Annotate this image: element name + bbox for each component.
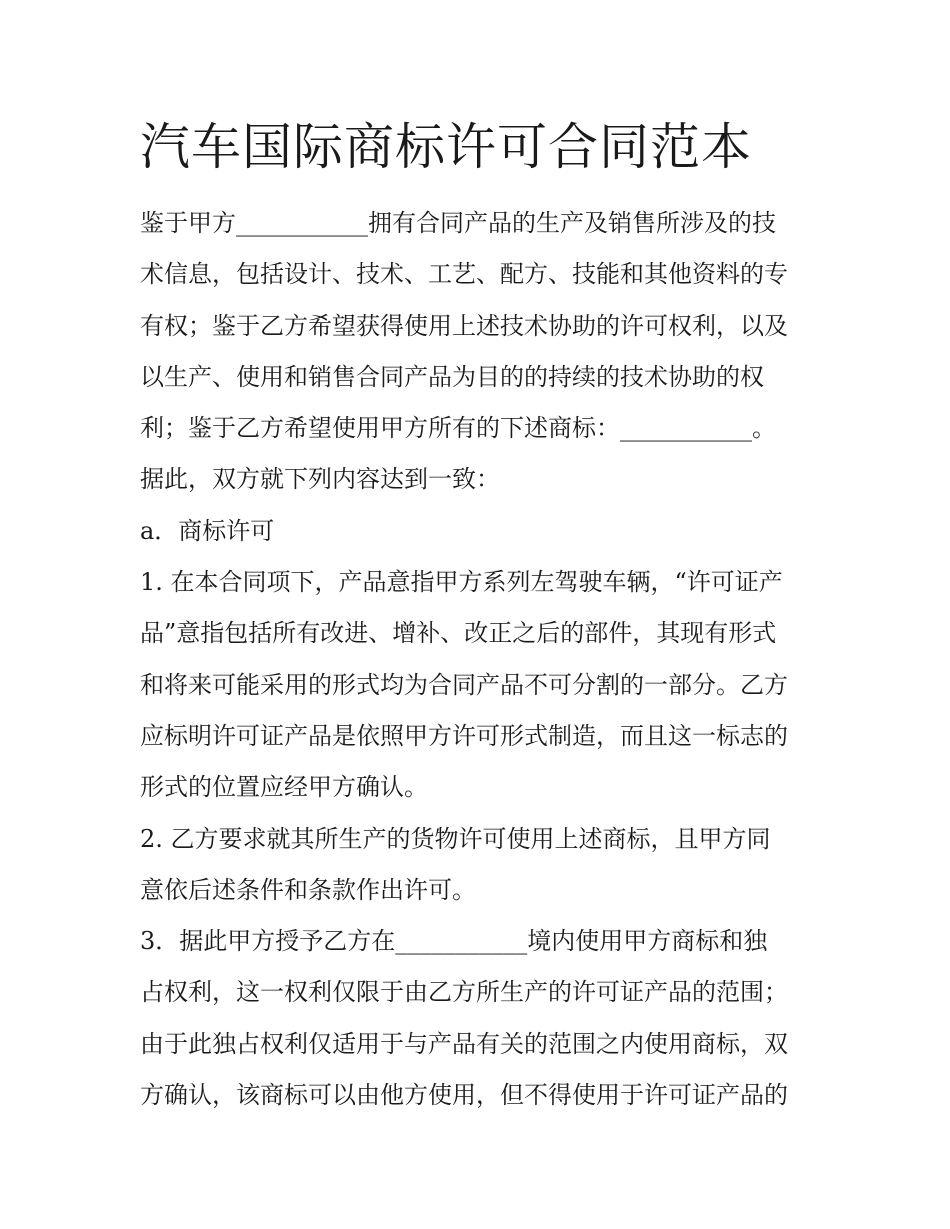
text-line: 占权利，这一权利仅限于由乙方所生产的许可证产品的范围；: [140, 978, 788, 1007]
text-line: 据此，双方就下列内容达到一致：: [140, 465, 500, 494]
text-line: 2. 乙方要求就其所生产的货物许可使用上述商标，且甲方同: [140, 824, 771, 853]
document-body: [140, 198, 820, 1121]
text-line: 鉴于甲方___________拥有合同产品的生产及销售所涉及的技: [140, 209, 776, 237]
text-line: 术信息，包括设计、技术、工艺、配方、技能和其他资料的专: [140, 260, 788, 289]
text-line: 应标明许可证产品是依照甲方许可形式制造，而且这一标志的: [140, 721, 788, 750]
text-line: 有权；鉴于乙方希望获得使用上述技术协助的许可权利，以及: [140, 311, 788, 340]
text-line: 和将来可能采用的形式均为合同产品不可分割的一部分。乙方: [140, 670, 788, 699]
document-title: 汽车国际商标许可合同范本: [140, 118, 752, 176]
text-line: 方确认，该商标可以由他方使用，但不得使用于许可证产品的: [140, 1081, 788, 1110]
text-line: 利；鉴于乙方希望使用甲方所有的下述商标：___________。: [140, 414, 776, 443]
text-line: 品”意指包括所有改进、增补、改正之后的部件，其现有形式: [140, 619, 777, 648]
text-line: 意依后述条件和条款作出许可。: [140, 875, 476, 904]
text-line: 以生产、使用和销售合同产品为目的的持续的技术协助的权: [140, 362, 764, 391]
text-line: 1. 在本合同项下，产品意指甲方系列左驾驶车辆，“许可证产: [140, 568, 783, 597]
text-line: 3．据此甲方授予乙方在___________境内使用甲方商标和独: [140, 927, 768, 956]
text-line: 由于此独占权利仅适用于与产品有关的范围之内使用商标，双: [140, 1029, 788, 1058]
section-heading: a．商标许可: [140, 516, 275, 545]
text-line: 形式的位置应经甲方确认。: [140, 773, 428, 802]
